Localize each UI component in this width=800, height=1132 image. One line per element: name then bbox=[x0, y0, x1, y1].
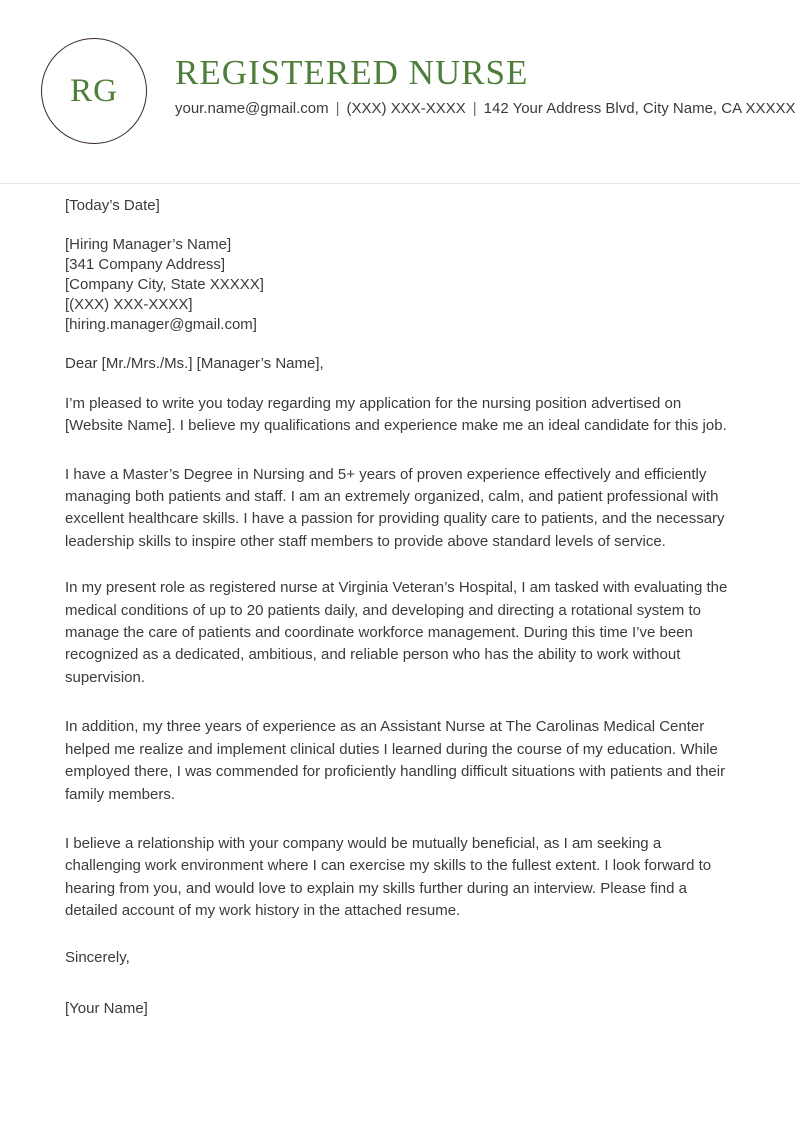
letter-body bbox=[65, 195, 737, 1020]
recipient-line: [Hiring Manager’s Name] bbox=[65, 236, 232, 254]
body-paragraph: I believe a relationship with your company would be mutually beneficial, as I am seeking a challenging work environment where I can exercise my skills to the fullest extent. I look forward to hearing from you, and would love to explain my skills further during an interview. Please find a detailed account of my work history in the attached resume. bbox=[65, 834, 712, 920]
contact-line bbox=[175, 100, 795, 118]
closing: Sincerely, bbox=[65, 948, 130, 966]
header-divider bbox=[0, 183, 800, 184]
recipient-line: [(XXX) XXX-XXXX] bbox=[65, 296, 193, 314]
recipient-block bbox=[65, 235, 737, 335]
letter-header bbox=[0, 0, 800, 184]
body-paragraph: I’m pleased to write you today regarding my application for the nursing position advertised on [Website Name]. I believe my qualifications and experience make me an ideal candidate for this job. bbox=[65, 394, 727, 435]
signature-placeholder: [Your Name] bbox=[65, 999, 148, 1017]
page-title: REGISTERED NURSE bbox=[175, 53, 529, 92]
contact-phone: (XXX) XXX-XXXX bbox=[346, 99, 466, 117]
date-placeholder: [Today’s Date] bbox=[65, 197, 160, 214]
contact-address: 142 Your Address Blvd, City Name, CA XXXXX bbox=[483, 99, 796, 117]
body-paragraph: I have a Master’s Degree in Nursing and 5+ years of proven experience effectively and efficiently managing both patients and staff. I am an extremely organized, calm, and patient professional with excellent healthcare skills. I have a passion for providing quality care to patients, and the necessary leadership skills to inspire other staff members to provide above standard levels of service. bbox=[65, 465, 725, 550]
contact-separator: | bbox=[335, 99, 340, 117]
salutation: Dear [Mr./Mrs./Ms.] [Manager’s Name], bbox=[65, 355, 324, 373]
contact-separator: | bbox=[472, 99, 477, 117]
recipient-line: [341 Company Address] bbox=[65, 256, 226, 274]
monogram-badge bbox=[41, 38, 147, 144]
header-text-block bbox=[175, 54, 795, 118]
body-paragraph: In addition, my three years of experience as an Assistant Nurse at The Carolinas Medical Center helped me realize and implement clinical duties I learned during the course of my education. While employed there, I was commended for proficiently handling difficult situations with patients and their family members. bbox=[65, 718, 726, 803]
recipient-line: [Company City, State XXXXX] bbox=[65, 276, 264, 294]
contact-email: your.name@gmail.com bbox=[175, 99, 329, 117]
monogram-initials: RG bbox=[70, 72, 118, 109]
recipient-line: [hiring.manager@gmail.com] bbox=[65, 316, 257, 334]
body-paragraph: In my present role as registered nurse at Virginia Veteran’s Hospital, I am tasked with evaluating the medical conditions of up to 20 patients daily, and developing and directing a rotational system to manage the care of patients and coordinate workforce management. During this time I’ve been recognized as a dedicated, ambitious, and reliable person who has the ability to work without supervision. bbox=[65, 579, 728, 686]
